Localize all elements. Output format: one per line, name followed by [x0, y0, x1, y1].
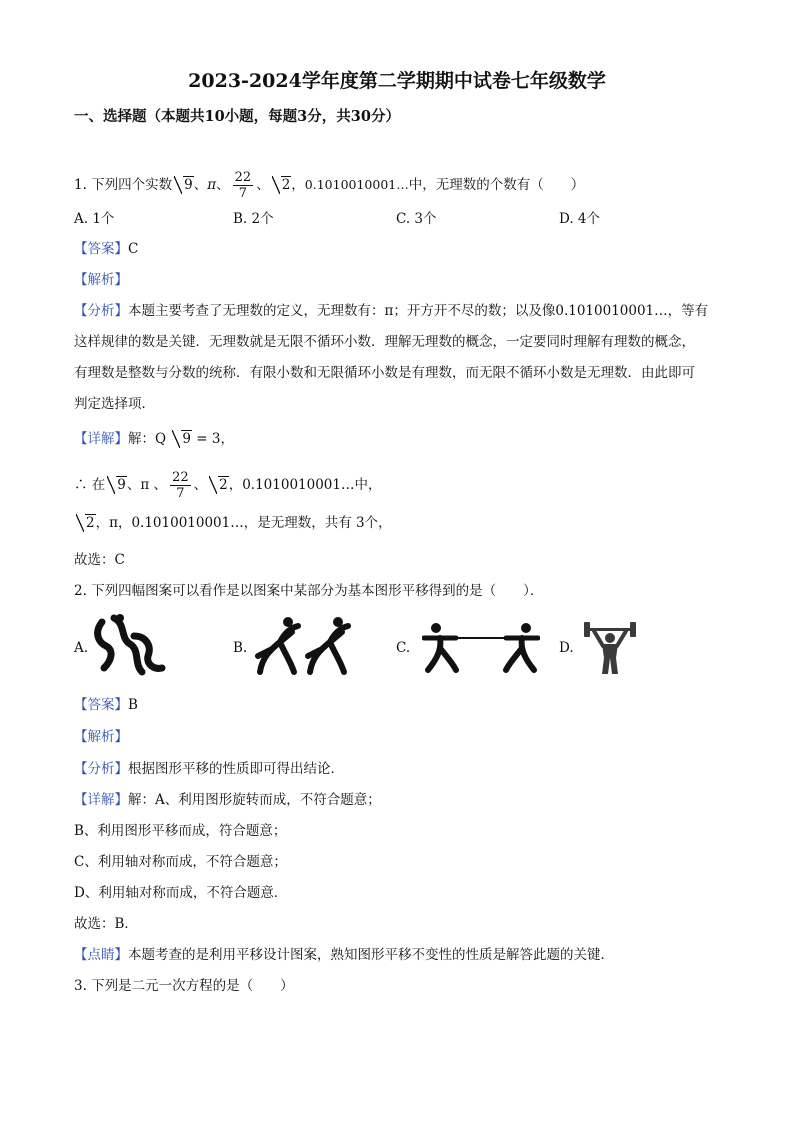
- option-c: C. 3个: [396, 211, 437, 227]
- q2-comment: [74, 946, 614, 964]
- separator: 、: [193, 177, 208, 193]
- sqrt-2: [76, 514, 96, 532]
- q1-choose: 故选：C: [74, 552, 125, 568]
- therefore-text: ∴ 在: [74, 477, 106, 493]
- sqrt-radicand: 9: [182, 431, 191, 447]
- separator: 、: [193, 477, 208, 493]
- detail-suffix: ，π，0.1010010001…，是无理数，共有 3个，: [95, 515, 392, 531]
- q2-detail-c: C、利用轴对称而成，不符合题意；: [74, 854, 287, 870]
- separator: ，: [291, 177, 305, 193]
- q1-fenxi-line-1: [74, 302, 708, 320]
- separator: 、π 、: [126, 477, 168, 493]
- q1-detail-line-3: [74, 514, 392, 532]
- q1-analysis-tag: 【解析】: [74, 272, 128, 288]
- pi-symbol: π: [207, 177, 217, 193]
- dancer-figure-icon: [90, 612, 170, 682]
- figure-label-a: A.: [74, 640, 89, 656]
- sqrt-radicand: 9: [184, 177, 193, 193]
- q1-answer: [74, 240, 138, 258]
- sqrt-9: [174, 176, 194, 194]
- fraction-22-7: [170, 470, 191, 501]
- sqrt-radicand: 9: [117, 477, 126, 493]
- detail-text: 解：A、利用图形旋转而成，不符合题意；: [128, 792, 381, 808]
- answer-value: C: [128, 241, 139, 257]
- sqrt-9: [107, 476, 127, 494]
- weightlifter-icon: [582, 620, 638, 676]
- answer-tag: 【答案】: [74, 697, 128, 713]
- q2-detail-b: B、利用图形平移而成，符合题意；: [74, 823, 287, 839]
- sqrt-2: [272, 176, 292, 194]
- fraction-numerator: 22: [172, 470, 189, 485]
- detail-prefix: 解：: [128, 431, 155, 447]
- q2-detail-d: D、利用轴对称而成，不符合题意．: [74, 885, 288, 901]
- fraction-denominator: 7: [176, 486, 185, 501]
- detail-suffix: ，0.1010010001…中，: [228, 477, 382, 493]
- fenxi-text: 本题主要考查了无理数的定义，无理数有：π；开方开不尽的数；以及像0.1010010001…，等有: [128, 303, 709, 319]
- sqrt-radicand: 2: [219, 477, 228, 493]
- fenxi-tag: 【分析】: [74, 303, 128, 319]
- comment-tag: 【点睛】: [74, 947, 128, 963]
- sqrt-radicand: 2: [86, 515, 95, 531]
- answer-tag: 【答案】: [74, 241, 128, 257]
- q2-answer: [74, 696, 138, 714]
- q1-detail-line-1: [74, 430, 234, 448]
- because-symbol: Q: [155, 431, 167, 447]
- figure-label-b: B.: [233, 640, 248, 656]
- detail-tag: 【详解】: [74, 792, 128, 808]
- q1-fenxi-line-3: 有理数是整数与分数的统称．有限小数和无限循环小数是有理数，而无限不循环小数是无理数．由此即可: [74, 365, 695, 381]
- option-d: D. 4个: [559, 211, 601, 227]
- detail-tag: 【详解】: [74, 431, 128, 447]
- fraction-22-7: [233, 170, 254, 201]
- option-a: A. 1个: [74, 211, 115, 227]
- q1-suffix: 中，无理数的个数有（ ）: [408, 177, 585, 193]
- fraction-denominator: 7: [238, 186, 248, 201]
- separator: 、: [256, 177, 270, 193]
- sqrt-2: [209, 476, 229, 494]
- question-2: 2. 下列四幅图案可以看作是以图案中某部分为基本图形平移得到的是（ ）．: [74, 583, 544, 599]
- q1-fenxi-line-2: 这样规律的数是关键．无理数就是无限不循环小数．理解无理数的概念，一定要同时理解有理数的概念，: [74, 334, 695, 350]
- answer-value: B: [128, 697, 138, 713]
- section-heading: 一、选择题（本题共10小题，每题3分，共30分）: [74, 108, 400, 125]
- option-b: B. 2个: [233, 211, 274, 227]
- sqrt-radicand: 2: [281, 177, 291, 193]
- sqrt-9: [172, 430, 192, 448]
- comment-text: 本题考查的是利用平移设计图案，熟知图形平移不变性的性质是解答此题的关键．: [128, 947, 614, 963]
- separator: 、: [216, 177, 230, 193]
- q1-prefix: 1. 下列四个实数: [74, 177, 173, 193]
- decimal-number: 0.1010010001…: [304, 177, 409, 192]
- q2-analysis-tag: 【解析】: [74, 729, 128, 745]
- question-3: 3. 下列是二元一次方程的是（ ）: [74, 978, 294, 994]
- page-title: 2023-2024学年度第二学期期中试卷七年级数学: [188, 70, 606, 92]
- q2-choose: 故选：B．: [74, 916, 138, 932]
- fenxi-text: 根据图形平移的性质即可得出结论．: [128, 761, 344, 777]
- q2-fenxi: [74, 760, 344, 778]
- fraction-numerator: 22: [234, 170, 252, 185]
- figure-label-d: D.: [559, 640, 574, 656]
- q1-fenxi-line-4: 判定选择项．: [74, 396, 155, 412]
- q2-detail-a: [74, 791, 381, 809]
- archer-pair-icon: [250, 612, 360, 678]
- question-1: [74, 170, 584, 201]
- q1-detail-line-2: [74, 470, 381, 501]
- fenxi-tag: 【分析】: [74, 761, 128, 777]
- figure-label-c: C.: [396, 640, 411, 656]
- equation-result: = 3，: [196, 431, 234, 447]
- fencing-pair-icon: [422, 622, 540, 674]
